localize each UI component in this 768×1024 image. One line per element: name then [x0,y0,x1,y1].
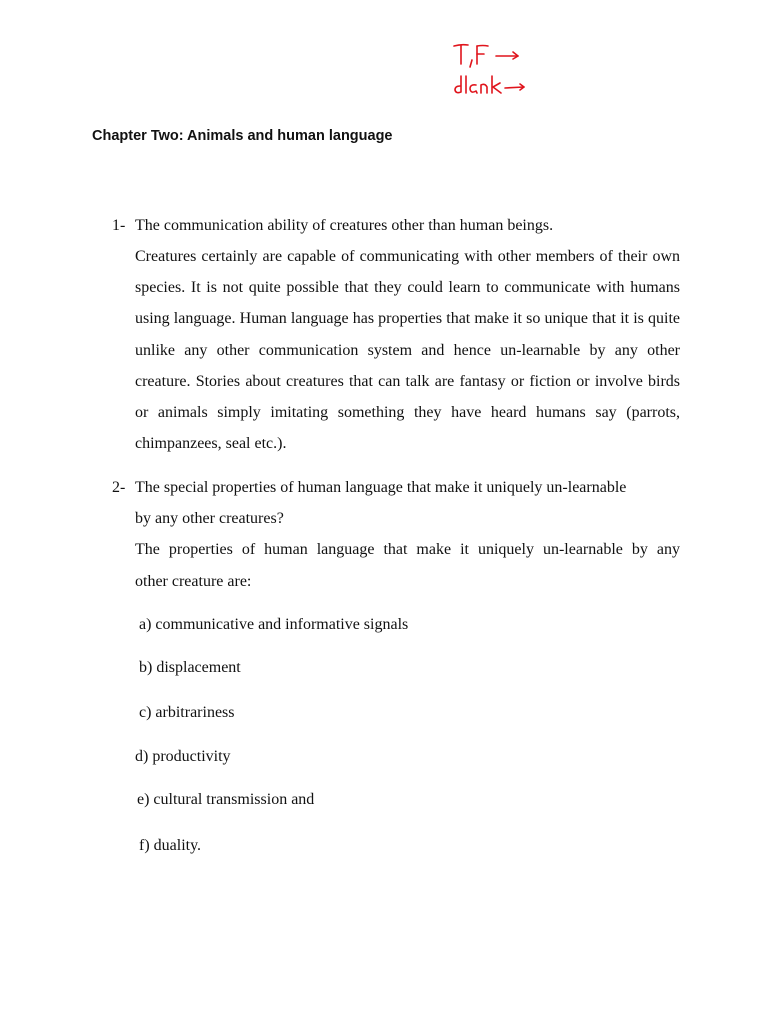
question-1-heading [112,210,680,241]
property-item-e: e) cultural transmission and [137,791,315,808]
chapter-title: Chapter Two: Animals and human language [92,128,393,144]
property-item-d: d) productivity [135,748,231,765]
answer-2-line-2: other creature are: [135,572,252,590]
question-2-heading [112,472,680,534]
question-item-2 [112,472,680,597]
question-item-1 [112,210,680,459]
answer-1-paragraph: Creatures certainly are capable of communicating with other members of their own species. It is not quite possible that they could learn to communicate with humans using language. Human language has properties that make it so unique that it is quite unlike any other communication system and hence un-learnable by any other creature. Stories about creatures that can talk are fantasy or fiction or involve birds or animals simply imitating something they have heard humans say (parrots, chimpanzees, seal etc.). [135,248,680,453]
answer-2-paragraph [135,534,680,597]
question-2-number: 2- [112,479,126,496]
question-1-number: 1- [112,217,126,234]
question-1-text: The communication ability of creatures other than human beings. [135,217,554,234]
question-2-text-line-2: by any other creatures? [135,510,284,527]
property-item-c: c) arbitrariness [139,704,235,721]
property-item-f: f) duality. [139,837,202,854]
property-item-b: b) displacement [139,659,241,676]
question-2-text-line-1: The special properties of human language that make it uniquely un-learnable [135,479,627,496]
handwritten-annotation-drawing [452,40,552,110]
property-item-a: a) communicative and informative signals [139,616,409,633]
handwritten-annotation [452,40,552,110]
answer-2-line-1: The properties of human language that make it uniquely un-learnable by any [135,541,680,558]
